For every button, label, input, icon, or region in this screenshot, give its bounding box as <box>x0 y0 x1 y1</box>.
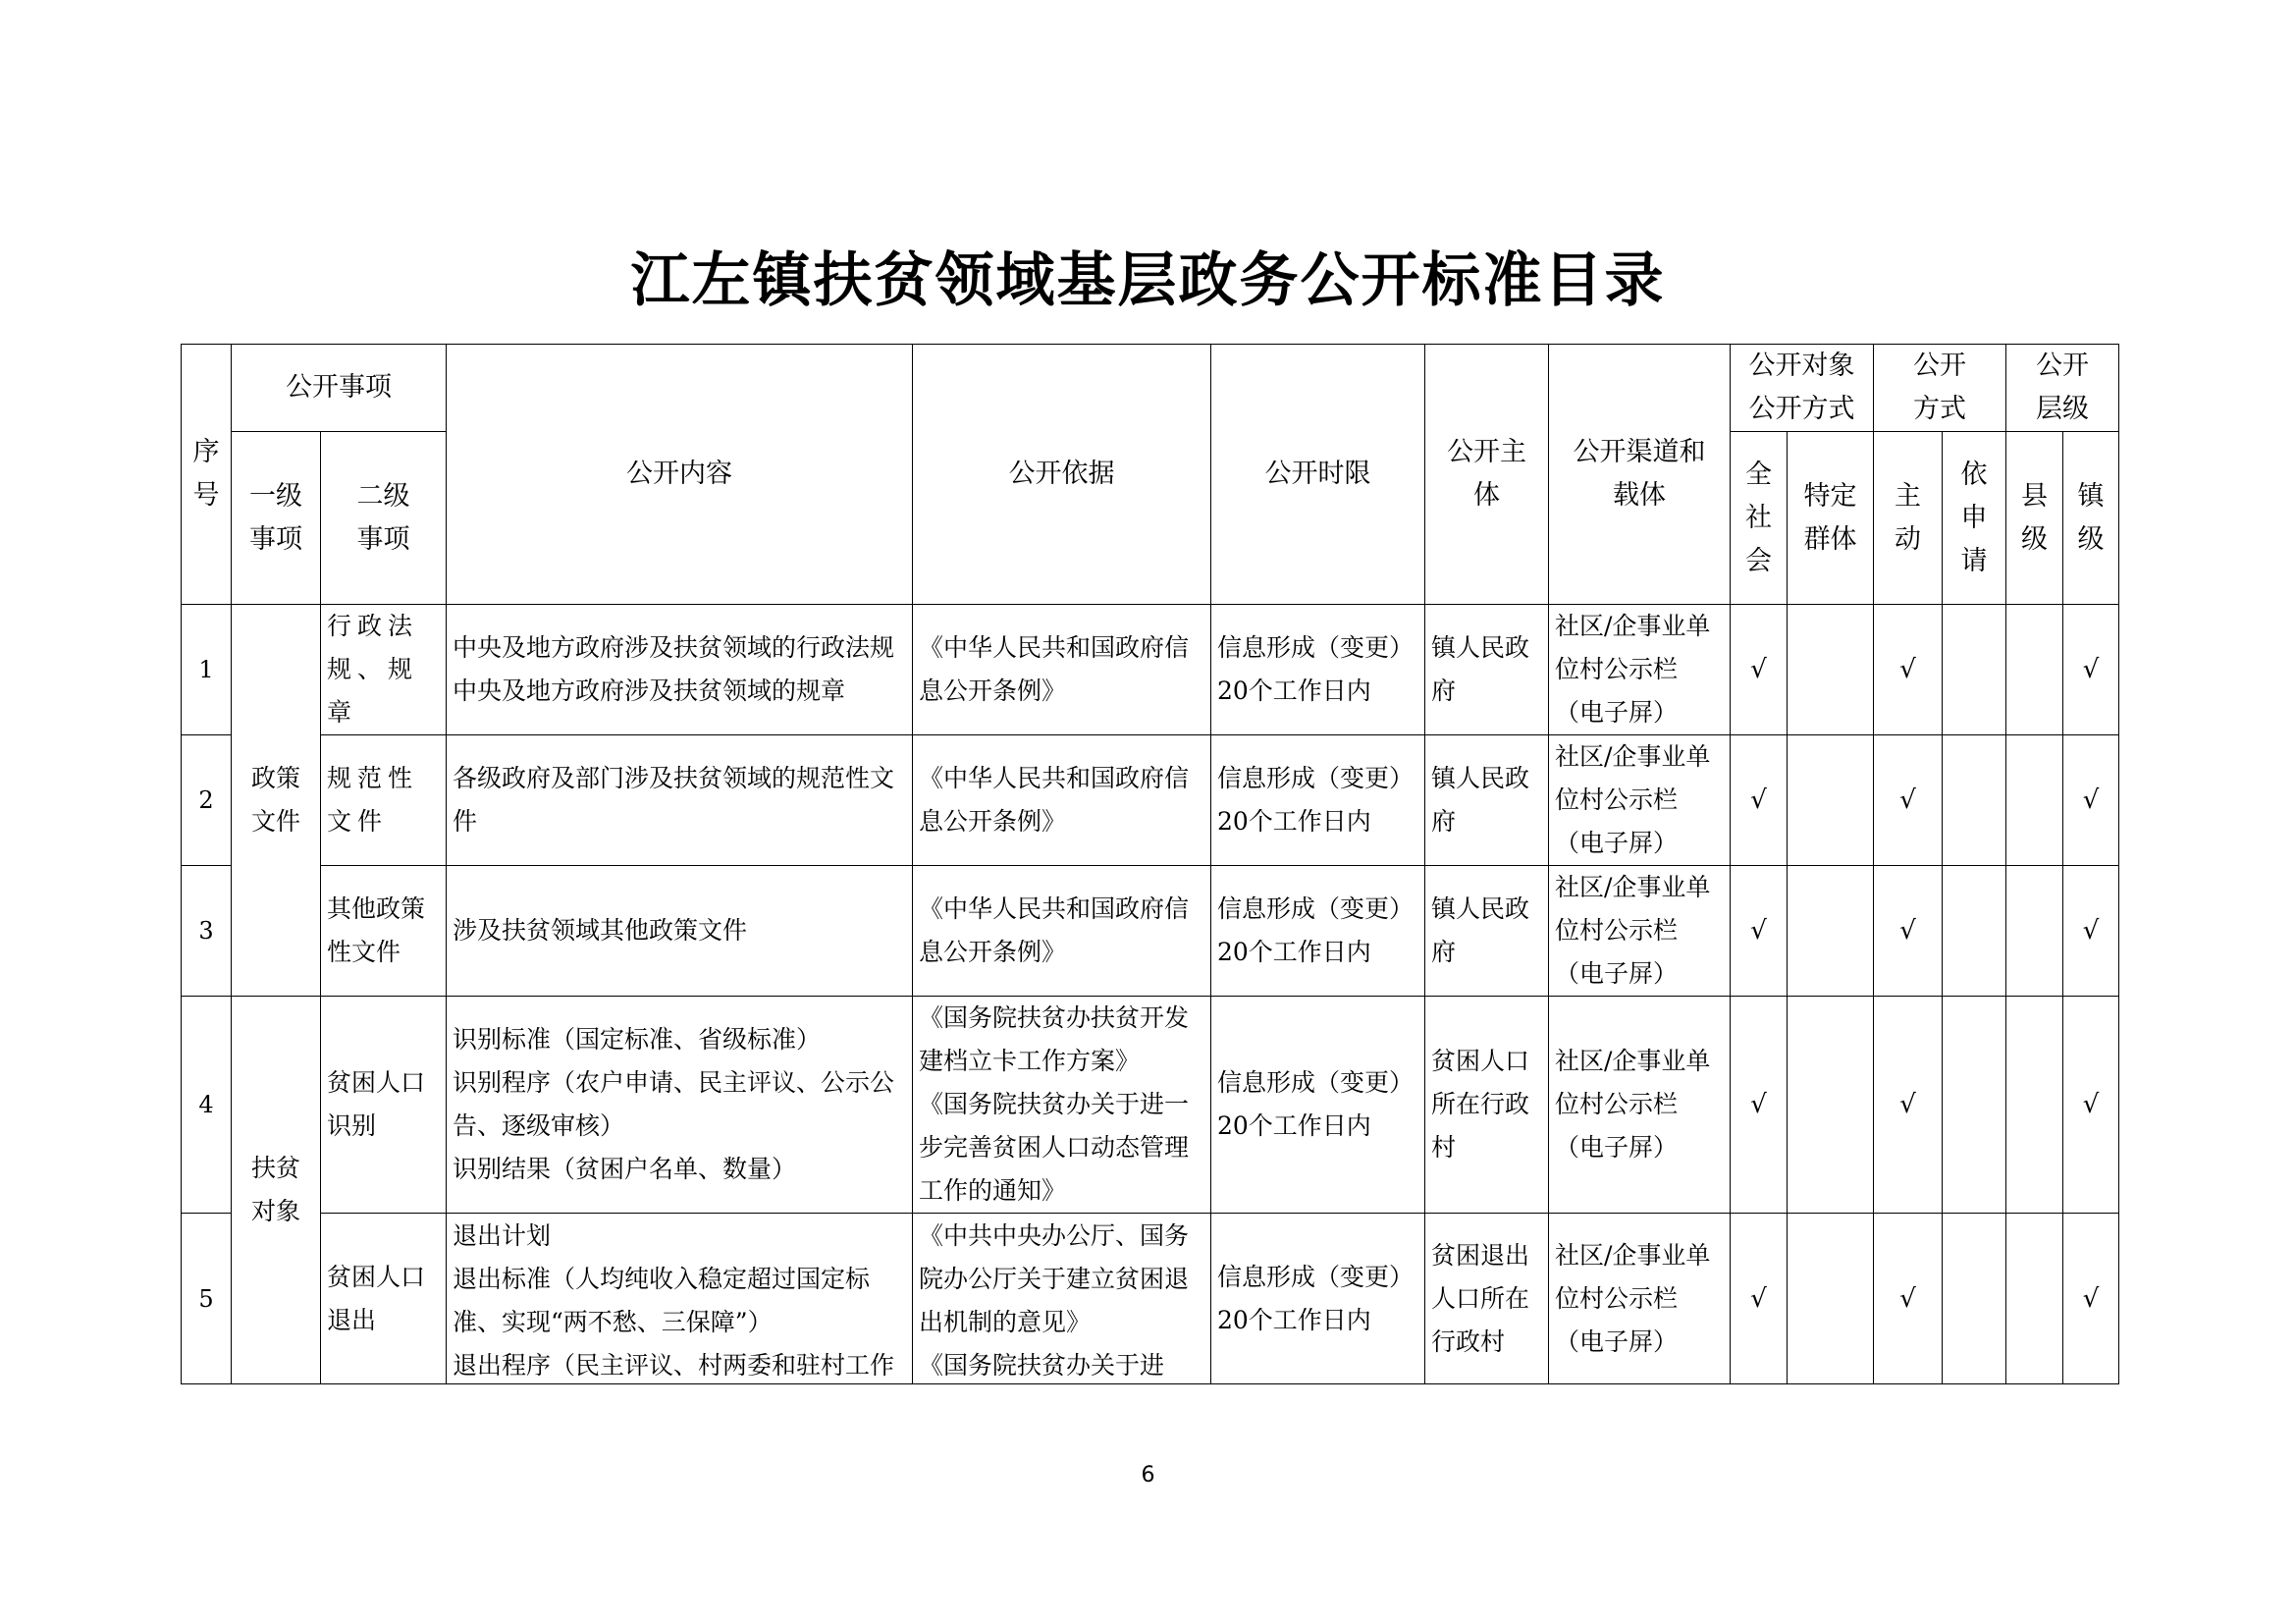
row-number: 5 <box>182 1214 232 1384</box>
header-county: 县级 <box>2006 432 2063 605</box>
check-all-society: √ <box>1731 735 1788 866</box>
header-subject: 公开主体 <box>1425 345 1549 605</box>
basis-line: 《国务院扶贫办关于进 <box>919 1350 1165 1380</box>
table-row <box>182 866 2119 997</box>
content-line: 退出标准（人均纯收入稳定超过国定标准、实现“两不愁、三保障”） <box>453 1264 871 1336</box>
check-on-request <box>1943 866 2006 997</box>
check-specific-group <box>1788 735 1874 866</box>
channel-cell: 社区/企事业单位村公示栏（电子屏） <box>1549 1214 1731 1384</box>
group-label-policy: 政策文件 <box>232 605 321 997</box>
content-line: 各级政府及部门涉及扶贫领域的规范性文件 <box>453 764 895 836</box>
check-town: √ <box>2063 866 2119 997</box>
check-all-society: √ <box>1731 997 1788 1214</box>
check-county <box>2006 735 2063 866</box>
basis-line: 《国务院扶贫办关于进一步完善贫困人口动态管理工作的通知》 <box>919 1090 1190 1205</box>
subject-cell: 贫困人口所在行政村 <box>1425 997 1549 1214</box>
table-row <box>182 735 2119 866</box>
check-proactive: √ <box>1874 605 1943 735</box>
level2-label: 其他政策性文件 <box>321 866 447 997</box>
check-county <box>2006 1214 2063 1384</box>
check-all-society: √ <box>1731 1214 1788 1384</box>
header-item: 公开事项 <box>232 345 447 432</box>
content-line: 识别程序（农户申请、民主评议、公示公告、逐级审核） <box>453 1068 895 1140</box>
check-county <box>2006 605 2063 735</box>
time-cell: 信息形成（变更）20个工作日内 <box>1211 605 1425 735</box>
check-county <box>2006 866 2063 997</box>
channel-cell: 社区/企事业单位村公示栏（电子屏） <box>1549 735 1731 866</box>
time-cell: 信息形成（变更）20个工作日内 <box>1211 997 1425 1214</box>
header-mode-group: 公开方式 <box>1874 345 2006 432</box>
disclosure-table <box>181 344 2119 1384</box>
subject-cell <box>1425 1214 1549 1384</box>
content-line: 识别结果（贫困户名单、数量） <box>453 1155 797 1183</box>
time-cell: 信息形成（变更）20个工作日内 <box>1211 866 1425 997</box>
header-target-group: 公开对象公开方式 <box>1731 345 1874 432</box>
row-number: 1 <box>182 605 232 735</box>
check-specific-group <box>1788 866 1874 997</box>
content-cell <box>447 1214 913 1384</box>
header-content: 公开内容 <box>447 345 913 605</box>
table-row <box>182 997 2119 1214</box>
content-line: 退出计划 <box>453 1220 552 1250</box>
content-cell <box>447 997 913 1214</box>
header-channel: 公开渠道和载体 <box>1549 345 1731 605</box>
table-row <box>182 605 2119 735</box>
level2-label: 贫困人口识别 <box>321 997 447 1214</box>
basis-cell: 《中华人民共和国政府信息公开条例》 <box>913 735 1211 866</box>
check-town: √ <box>2063 997 2119 1214</box>
header-specific-group: 特定群体 <box>1788 432 1874 605</box>
content-line: 涉及扶贫领域其他政策文件 <box>453 916 748 945</box>
level2-label: 规范性文件 <box>321 735 447 866</box>
basis-line: 《国务院扶贫办扶贫开发建档立卡工作方案》 <box>919 1003 1190 1075</box>
check-specific-group <box>1788 1214 1874 1384</box>
check-county <box>2006 997 2063 1214</box>
check-town: √ <box>2063 605 2119 735</box>
header-tier-group: 公开层级 <box>2006 345 2119 432</box>
content-cell <box>447 605 913 735</box>
check-town: √ <box>2063 1214 2119 1384</box>
subject-cell: 镇人民政府 <box>1425 866 1549 997</box>
header-seq: 序号 <box>182 345 232 605</box>
header-on-request: 依申请 <box>1943 432 2006 605</box>
table-row <box>182 1214 2119 1384</box>
level2-label: 贫困人口退出 <box>321 1214 447 1384</box>
row-number: 4 <box>182 997 232 1214</box>
check-specific-group <box>1788 997 1874 1214</box>
header-level1: 一级事项 <box>232 432 321 605</box>
content-cell <box>447 735 913 866</box>
check-proactive: √ <box>1874 735 1943 866</box>
header-all-society: 全社会 <box>1731 432 1788 605</box>
page-number: 6 <box>1141 1463 1155 1488</box>
header-town: 镇级 <box>2063 432 2119 605</box>
content-cell <box>447 866 913 997</box>
time-cell: 信息形成（变更）20个工作日内 <box>1211 735 1425 866</box>
content-line: 识别标准（国定标准、省级标准） <box>453 1025 822 1054</box>
check-on-request <box>1943 997 2006 1214</box>
group-label-poverty: 扶贫对象 <box>232 997 321 1384</box>
header-basis: 公开依据 <box>913 345 1211 605</box>
check-town: √ <box>2063 735 2119 866</box>
header-time: 公开时限 <box>1211 345 1425 605</box>
check-proactive: √ <box>1874 1214 1943 1384</box>
subject-text: 贫困退出人口所在行政村 <box>1431 1240 1530 1356</box>
check-all-society: √ <box>1731 605 1788 735</box>
row-number: 3 <box>182 866 232 997</box>
check-on-request <box>1943 735 2006 866</box>
subject-cell: 镇人民政府 <box>1425 735 1549 866</box>
basis-cell: 《中华人民共和国政府信息公开条例》 <box>913 866 1211 997</box>
header-proactive: 主动 <box>1874 432 1943 605</box>
basis-cell <box>913 1214 1211 1384</box>
check-specific-group <box>1788 605 1874 735</box>
check-on-request <box>1943 1214 2006 1384</box>
level2-label: 行政法规、规章 <box>321 605 447 735</box>
check-all-society: √ <box>1731 866 1788 997</box>
check-on-request <box>1943 605 2006 735</box>
basis-line: 《中共中央办公厅、国务院办公厅关于建立贫困退出机制的意见》 <box>919 1220 1190 1336</box>
basis-cell: 《中华人民共和国政府信息公开条例》 <box>913 605 1211 735</box>
page-title: 江左镇扶贫领域基层政务公开标准目录 <box>630 246 1666 315</box>
subject-cell: 镇人民政府 <box>1425 605 1549 735</box>
row-number: 2 <box>182 735 232 866</box>
content-line: 中央及地方政府涉及扶贫领域的行政法规 <box>453 633 895 662</box>
check-proactive: √ <box>1874 997 1943 1214</box>
basis-cell <box>913 997 1211 1214</box>
time-cell: 信息形成（变更）20个工作日内 <box>1211 1214 1425 1384</box>
content-line: 退出程序（民主评议、村两委和驻村工作 <box>453 1350 895 1380</box>
channel-cell: 社区/企事业单位村公示栏（电子屏） <box>1549 866 1731 997</box>
channel-cell: 社区/企事业单位村公示栏（电子屏） <box>1549 605 1731 735</box>
channel-cell: 社区/企事业单位村公示栏（电子屏） <box>1549 997 1731 1214</box>
header-level2: 二级事项 <box>321 432 447 605</box>
check-proactive: √ <box>1874 866 1943 997</box>
content-line: 中央及地方政府涉及扶贫领域的规章 <box>453 677 846 705</box>
